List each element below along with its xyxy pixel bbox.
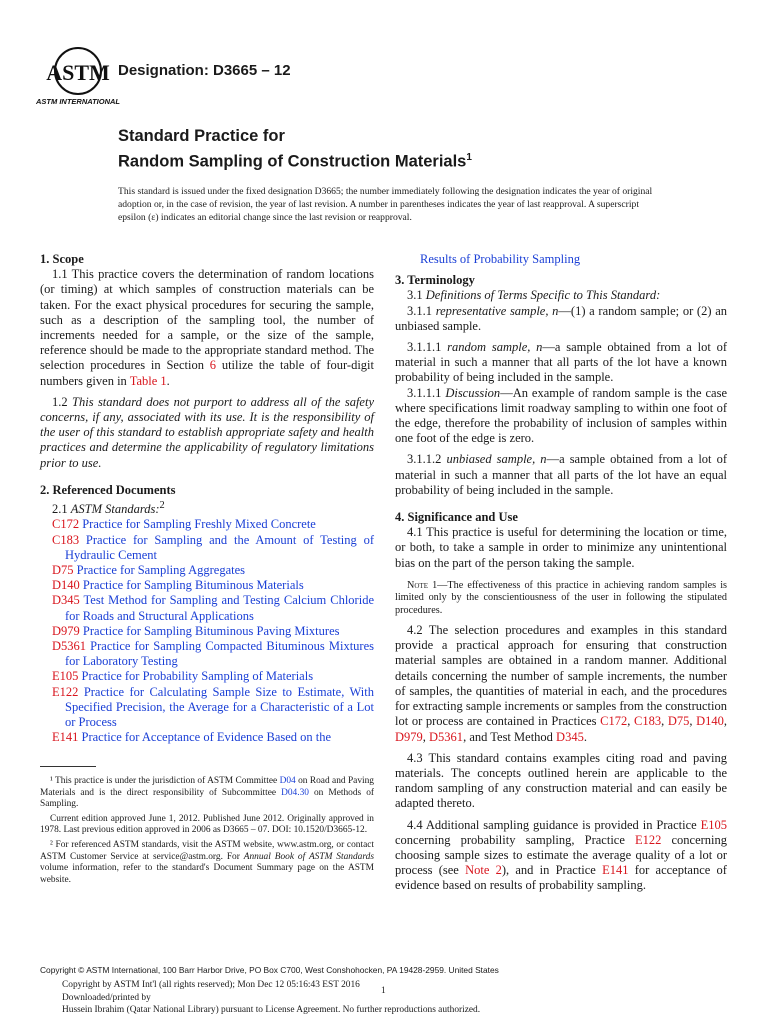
paragraph-4-3: 4.3 This standard contains examples citing road and paving materials. The concepts outlined herein are applicable to the random sampling of any construction material and can easily be adapted thereto. — [395, 750, 727, 811]
paragraph-4-4: 4.4 Additional sampling guidance is provided in Practice E105 concerning probability sampling, Practice E122 concerning choosing sample sizes to estimate the average quality of a lot or process (see Note 2), and in Practice E141 for acceptance of evidence based on results of probability sampling. — [395, 817, 728, 893]
ref-item-d5361[interactable]: D5361 Practice for Sampling Compacted Bituminous Mixtures for Laboratory Testing — [52, 639, 375, 669]
download-notice — [62, 979, 662, 1017]
title-line-1: Standard Practice for — [118, 127, 285, 145]
footnote-2: ² For referenced ASTM standards, visit the ASTM website, www.astm.org, or contact ASTM Customer Service at service@astm.org. For Annual Book of ASTM Standards volume information, refer to the standard's Document Summary page on the ASTM website. — [40, 839, 374, 885]
link-e141[interactable]: E141 — [602, 863, 629, 878]
download-line-1: Copyright by ASTM Int'l (all rights reserved); Mon Dec 12 05:16:43 EST 2016 — [62, 980, 360, 990]
paragraph-3-1-1-2: 3.1.1.2 unbiased sample, n—a sample obtained from a lot of material in such a manner that all parts of the lot have an equal probability of being included in the sample. — [395, 452, 728, 497]
link-d04-30[interactable]: D04.30 — [281, 787, 309, 798]
link-e105[interactable]: E105 — [700, 817, 727, 832]
footnote-1: ¹ This practice is under the jurisdiction of ASTM Committee D04 on Road and Paving Materials and is the direct responsibility of Subcommittee D04.30 on Methods of Sampling. — [40, 776, 374, 810]
ref-item-e141-continued[interactable]: Results of Probability Sampling — [420, 252, 581, 266]
paragraph-2-1: 2.1 ASTM Standards:$^2$ — [52, 500, 165, 517]
download-line-3: Hussein Ibrahim (Qatar National Library) pursuant to License Agreement. No further reproductions authorized. — [62, 1005, 481, 1016]
section-heading-scope: 1. Scope — [40, 252, 84, 266]
paragraph-discussion: 3.1.1.1 Discussion—An example of random sample is the case where specifications limit roadway sampling to within one foot of the edge, therefore the probability of inclusion of samples within one foot of the edge is zero. — [395, 385, 727, 446]
left-column — [40, 252, 374, 745]
ref-item-c183[interactable]: C183 Practice for Sampling and the Amount of Testing of Hydraulic Cement — [52, 532, 375, 562]
link-e122[interactable]: E122 — [634, 832, 662, 847]
link-d140[interactable]: D140 — [696, 714, 724, 729]
ref-item-c172[interactable]: C172 Practice for Sampling Freshly Mixed Concrete — [52, 517, 316, 532]
paragraph-3-1: 3.1 Definitions of Terms Specific to This Standard: — [407, 288, 661, 303]
paragraph-4-1: 4.1 This practice is useful for determining the location or time, or both, to take a sample in order to minimize any unintentional bias on the part of the person taking the sample. — [395, 525, 727, 570]
referenced-standards-list — [40, 517, 374, 745]
ref-item-e105[interactable]: E105 Practice for Probability Sampling of Materials — [52, 669, 314, 684]
document-title — [118, 126, 472, 173]
ref-item-d140[interactable]: D140 Practice for Sampling Bituminous Materials — [52, 578, 304, 593]
paragraph-1-1: 1.1 This practice covers the determination of random locations (or timing) at which samples of construction materials can be taken. For the exact physical procedures for securing the sample, such as a description of the sampling tool, the number of increments needed for a sample, or the size of the sample, reference should be made to the appropriate standard method. The selection procedures in Section 6 utilize the table of four-digit numbers given in Table 1. — [40, 267, 374, 388]
paragraph-3-1-1-1: 3.1.1.1 random sample, n—a sample obtained from a lot of material in such a manner that all parts of the lot have a known probability of being included in the sample. — [395, 340, 727, 385]
link-d979[interactable]: D979 — [395, 729, 423, 744]
paragraph-1-2: 1.2 This standard does not purport to address all of the safety concerns, if any, associated with its use. It is the responsibility of the user of this standard to establish appropriate safety and health practices and determine the applicability of regulatory limitations prior to use. — [40, 394, 374, 470]
link-note-2[interactable]: Note 2 — [465, 863, 502, 878]
designation: Designation: D3665 – 12 — [118, 62, 291, 79]
section-6-link[interactable]: 6 — [209, 358, 217, 373]
astm-logo-icon — [35, 44, 121, 108]
download-line-2: Downloaded/printed by — [62, 992, 151, 1003]
page-number: 1 — [381, 986, 386, 996]
link-d345[interactable]: D345 — [556, 729, 584, 744]
copyright-line: Copyright © ASTM International, 100 Barr Harbor Drive, PO Box C700, West Conshohocken, PA 19428-2959. United States — [40, 965, 499, 975]
section-heading-significance: 4. Significance and Use — [395, 510, 518, 525]
link-d04[interactable]: D04 — [279, 776, 296, 786]
ref-item-d75[interactable]: D75 Practice for Sampling Aggregates — [52, 563, 246, 578]
footnote-1-edition: Current edition approved June 1, 2012. Published June 2012. Originally approved in 1978. Last previous edition approved in 2006 as D3665 – 07. DOI: 10.1520/D3665-12. — [40, 813, 374, 836]
note-1: Note 1—The effectiveness of this practice in achieving random samples is limited only by the conscientiousness of the user in following the stipulated procedures. — [395, 579, 727, 616]
ref-item-d345[interactable]: D345 Test Method for Sampling and Testing Calcium Chloride for Roads and Structural Applications — [52, 593, 374, 623]
link-c183[interactable]: C183 — [633, 714, 662, 729]
right-column — [395, 252, 727, 894]
table-1-link[interactable]: Table 1 — [129, 373, 167, 388]
footnote-divider — [40, 766, 96, 767]
link-d75[interactable]: D75 — [667, 714, 690, 729]
ref-item-e141[interactable]: E141 Practice for Acceptance of Evidence Based on the — [52, 730, 332, 745]
paragraph-4-2: 4.2 The selection procedures and examples in this standard provide a practical approach for ensuring that construction material samples are obtained in a random manner. Additional details concerning the number of sample increments, the number of samples, the quantities of material in each, and the procedures for extracting sample increments or samples from the construction lot or process are contained in Practices C172, C183, D75, D140, D979, D5361, and Test Method D345. — [395, 623, 728, 744]
paragraph-3-1-1: 3.1.1 representative sample, n—(1) a random sample; or (2) an unbiased sample. — [395, 303, 727, 333]
link-d5361[interactable]: D5361 — [429, 729, 464, 744]
title-footnote-marker: 1 — [466, 152, 472, 163]
logo-wordmark: ASTM INTERNATIONAL — [35, 97, 121, 106]
title-line-2: Random Sampling of Construction Materials — [118, 152, 467, 171]
issue-note: This standard is issued under the fixed designation D3665; the number immediately following the designation indicates the year of original adoption or, in the case of revision, the year of last revision. A number in parentheses indicates the year of last reapproval. A superscript epsilon (ε) indicates an editorial change since the last revision or reapproval. — [118, 186, 653, 223]
ref-item-d979[interactable]: D979 Practice for Sampling Bituminous Paving Mixtures — [52, 623, 340, 638]
link-c172[interactable]: C172 — [600, 714, 628, 729]
section-heading-terminology: 3. Terminology — [395, 273, 475, 288]
section-heading-referenced-documents: 2. Referenced Documents — [40, 482, 176, 497]
footnotes — [40, 776, 374, 889]
svg-text:ASTM: ASTM — [46, 60, 110, 85]
ref-item-e122[interactable]: E122 Practice for Calculating Sample Size to Estimate, With Specified Precision, the Average for a Characteristic of a Lot or Process — [52, 684, 375, 730]
